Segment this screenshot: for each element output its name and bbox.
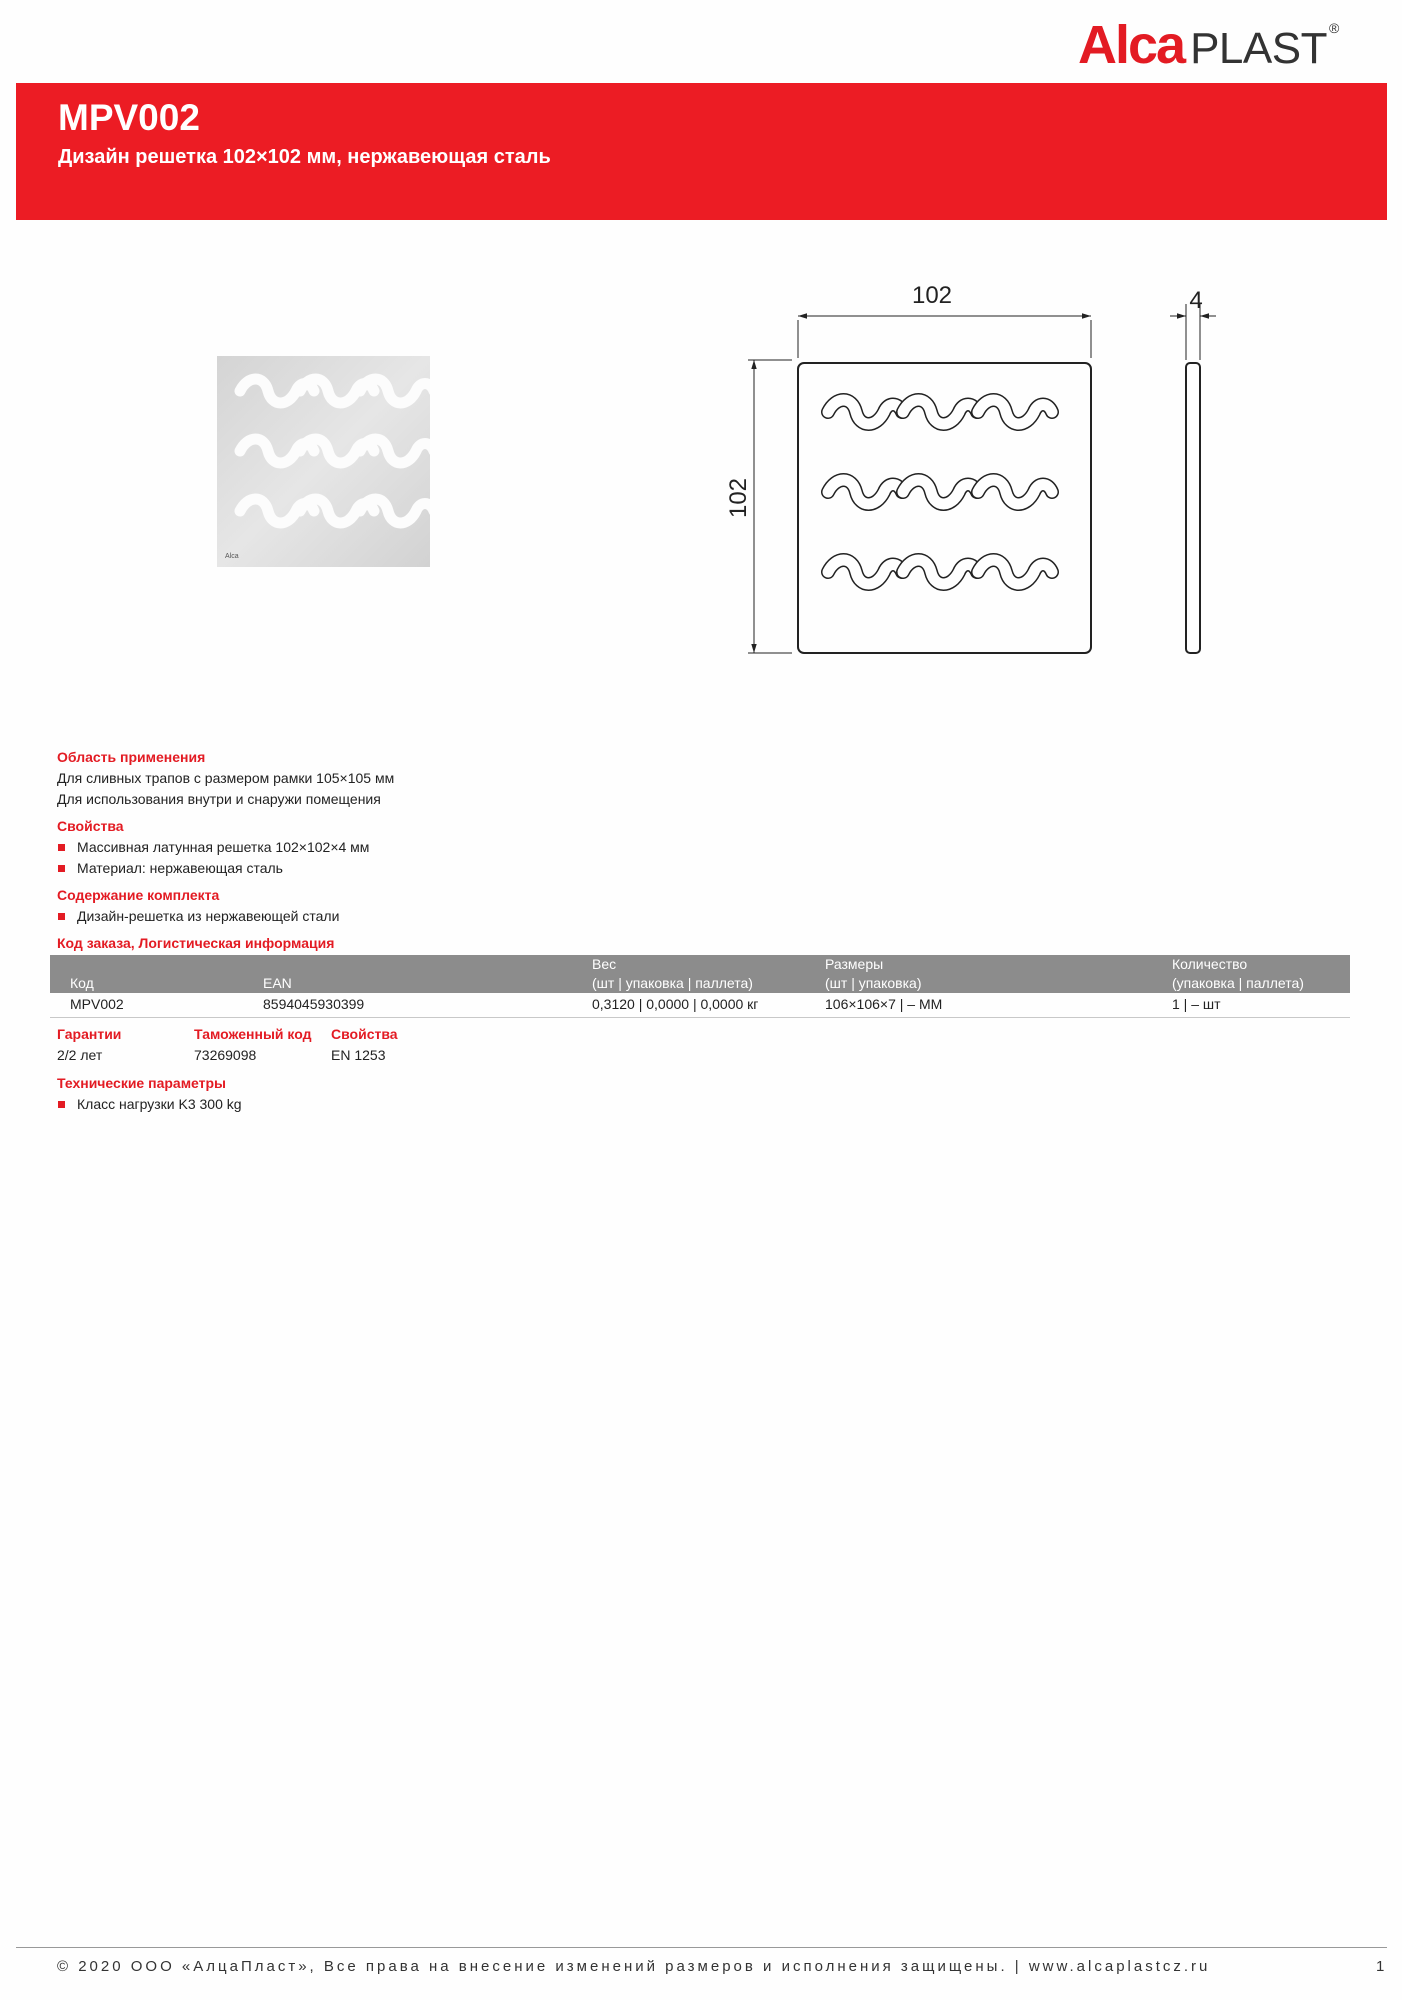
- customs-block: [194, 1024, 312, 1066]
- logistics-section: [57, 933, 334, 954]
- grate-wave-pattern: [828, 400, 1052, 584]
- col-size: Размеры: [825, 956, 884, 972]
- application-line: Для использования внутри и снаружи помещения: [57, 791, 381, 807]
- norm-label: Свойства: [331, 1026, 398, 1042]
- brand-logo-registered: ®: [1328, 20, 1340, 36]
- norm-block: [331, 1024, 398, 1066]
- grate-side-view: [1186, 363, 1200, 653]
- norm-value: EN 1253: [331, 1047, 386, 1063]
- cell-weight: 0,3120 | 0,0000 | 0,0000 кг: [592, 996, 759, 1012]
- kit-item: Дизайн-решетка из нержавеющей стали: [57, 906, 339, 927]
- height-dimension: 102: [725, 477, 752, 519]
- application-heading: Область применения: [57, 749, 206, 765]
- col-qty-sub: (упаковка | паллета): [1172, 975, 1304, 991]
- table-row: [50, 993, 1350, 1018]
- product-title: Дизайн решетка 102×102 мм, нержавеющая сталь: [58, 146, 551, 168]
- properties-section: [57, 816, 369, 879]
- kit-section: [57, 885, 339, 927]
- logistics-heading: Код заказа, Логистическая информация: [57, 935, 335, 951]
- warranty-block: [57, 1024, 121, 1066]
- brand-logo-plast: PLAST: [1190, 24, 1327, 73]
- warranty-value: 2/2 лет: [57, 1047, 103, 1063]
- thickness-dimension: 4: [1189, 287, 1203, 314]
- col-weight: Вес: [592, 956, 617, 972]
- header-banner: [16, 83, 1387, 220]
- properties-item: Материал: нержавеющая сталь: [57, 858, 369, 879]
- cell-size: 106×106×7 | – MM: [825, 996, 943, 1012]
- page-number: 1: [1376, 1958, 1385, 1975]
- application-line: Для сливных трапов с размером рамки 105×105 мм: [57, 770, 395, 786]
- col-qty: Количество: [1172, 956, 1248, 972]
- application-section: [57, 747, 394, 810]
- brand-logo-alca: Alca: [1078, 15, 1185, 75]
- photo-engraving: Alca: [225, 553, 239, 560]
- col-code: Код: [70, 975, 94, 991]
- col-weight-sub: (шт | упаковка | паллета): [592, 975, 753, 991]
- product-photo: [217, 356, 430, 567]
- warranty-label: Гарантии: [57, 1026, 122, 1042]
- footer-text: © 2020 ООО «АлцаПласт», Все права на внесение изменений размеров и исполнения защищены. | www.alcaplastcz.ru: [57, 1958, 1211, 1975]
- logistics-table: [50, 955, 1350, 1018]
- cell-code: MPV002: [70, 996, 124, 1012]
- brand-logo: [1078, 14, 1339, 74]
- col-ean: EAN: [263, 975, 292, 991]
- customs-value: 73269098: [194, 1047, 257, 1063]
- tech-item: Класс нагрузки K3 300 kg: [57, 1094, 242, 1115]
- properties-heading: Свойства: [57, 818, 124, 834]
- width-dimension: 102: [911, 282, 953, 309]
- technical-drawing: [700, 280, 1220, 660]
- table-header: [50, 955, 1350, 993]
- col-size-sub: (шт | упаковка): [825, 975, 922, 991]
- cell-qty: 1 | – шт: [1172, 996, 1221, 1012]
- properties-item: Массивная латунная решетка 102×102×4 мм: [57, 837, 369, 858]
- footer-divider: [16, 1947, 1387, 1948]
- kit-heading: Содержание комплекта: [57, 887, 220, 903]
- tech-section: [57, 1073, 242, 1115]
- tech-heading: Технические параметры: [57, 1075, 227, 1091]
- product-code: MPV002: [58, 97, 200, 138]
- cell-ean: 8594045930399: [263, 996, 365, 1012]
- customs-label: Таможенный код: [194, 1026, 312, 1042]
